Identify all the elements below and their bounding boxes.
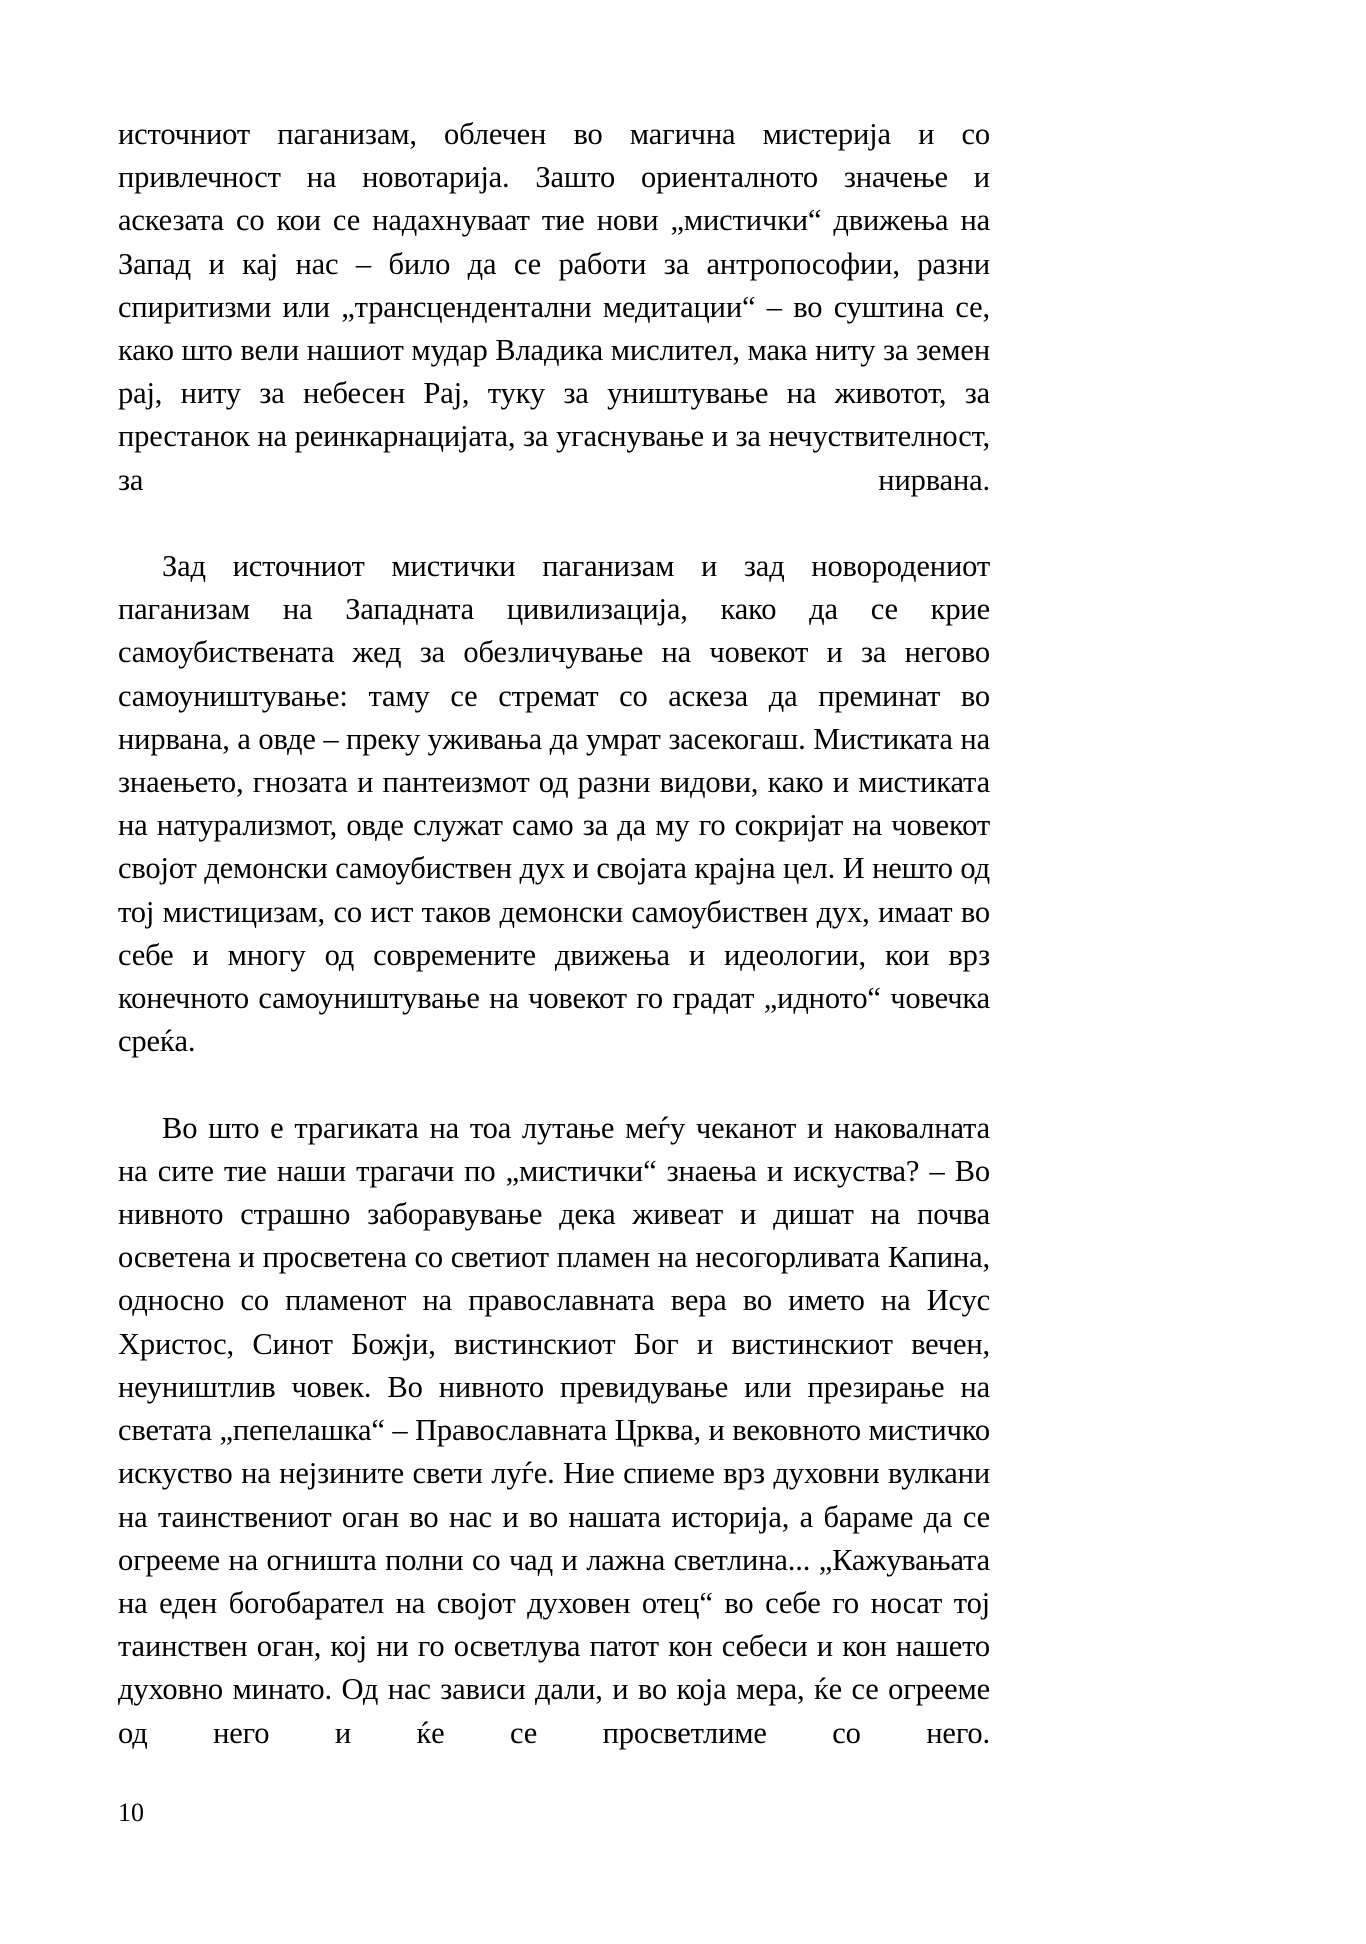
page-number: 10 <box>118 1798 144 1827</box>
paragraph-3: Во што е трагиката на тоа лутање меѓу чеканот и наковалната на сите тие наши трагачи по „мистички“ знаења и искуства? – Во нивното страшно заборавување дека живеат и дишат на почва осветена и просветена со светиот пламен на несогорливата Капина, односно со пламенот на православната вера во името на Исус Христос, Синот Божји, вистинскиот Бог и вистинскиот вечен, неуништлив човек. Во нивното превидување или презирање на светата „пепелашка“ – Православната Црква, и вековното мистичко искуство на нејзините свети луѓе. Ние спиеме врз духовни вулкани на таинствениот оган во нас и во нашата историја, а бараме да се огрееме на огништа полни со чад и лажна светлина... „Кажувањата на еден богобарател на својот духовен отец“ во себе го носат тој таинствен оган, кој ни го осветлува патот кон себеси и кон нашето духовно минато. Од нас зависи дали, и во која мера, ќе се огрееме од него и ќе се просветлиме со него. <box>118 1110 990 1750</box>
paragraph-2: Зад источниот мистички паганизам и зад новородениот паганизам на Западната цивилизација, како да се крие самоубиствената жед за обезличување на човекот и за негово самоуништување: таму се стремат со аскеза да преминат во нирвана, а овде – преку уживања да умрат засекогаш. Мистиката на знаењето, гнозата и пантеизмот од разни видови, како и мистиката на натурализмот, овде служат само за да му го сокријат на човекот својот демонски самоубиствен дух и својата крајна цел. И нешто од тој мистицизам, со ист таков демонски самоубиствен дух, имаат во себе и многу од современите движења и идеологии, кои врз конечното самоуништување на човекот го градат „идното“ човечка среќа. <box>118 549 990 1059</box>
page-text-block <box>118 113 990 1798</box>
paragraph-1: источниот паганизам, облечен во магична мистерија и со привлечност на новотарија. Зашто ориенталното значење и аскезата со кои се надахнуваат тие нови „мистички“ движења на Запад и кај нас – било да се работи за антропософии, разни спиритизми или „трансцендентални медитации“ – во суштина се, како што вели нашиот мудар Владика мислител, мака ниту за земен рај, ниту за небесен Рај, туку за уништување на животот, за престанок на реинкарнацијата, за угаснување и за нечуствителност, за нирвана. <box>118 117 990 497</box>
